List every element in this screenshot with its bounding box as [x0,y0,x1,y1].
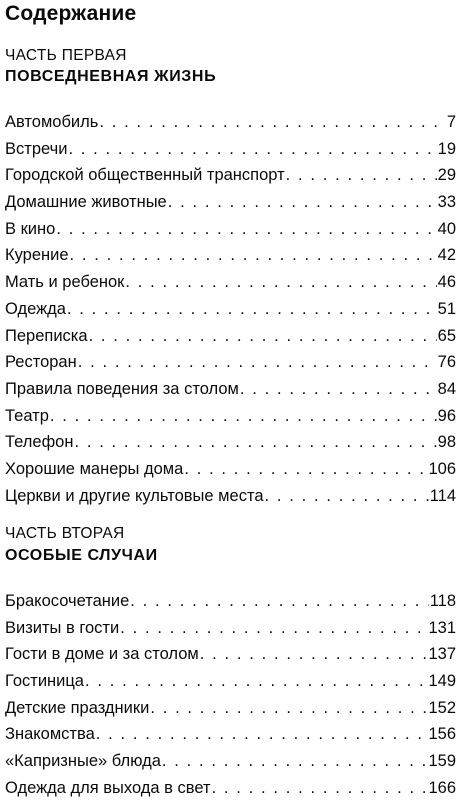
page-title: Содержание [5,2,137,25]
toc-entry [5,433,456,460]
toc-entry-page-number: 152 [428,698,456,717]
dot-leader [265,487,429,506]
toc-entry-page-number: 114 [429,486,456,505]
toc-entry-label: Ресторан [5,353,77,372]
toc-entry-label: Одежда для выхода в свет [5,778,211,797]
toc-entry [5,487,456,514]
toc-entry-label: Автомобиль [5,113,99,131]
toc-entry [5,220,456,247]
dot-leader [184,460,427,479]
toc-entry [5,193,456,220]
toc-entry-page-number: 156 [428,725,456,744]
toc-entry [5,327,456,354]
toc-entry-label: Переписка [5,326,88,345]
dot-leader [67,300,437,319]
toc-entry-page-number: 19 [437,139,456,158]
toc-entry-page-number: 149 [428,672,456,691]
toc-entry-page-number: 46 [437,273,456,292]
dot-leader [50,407,437,426]
dot-leader [74,433,436,452]
dot-leader [99,113,445,132]
toc-entry-page-number: 29 [437,166,456,185]
toc-entry [5,273,456,300]
toc-entry-label: Курение [5,246,69,265]
toc-entry-label: Городской общественный транспорт [5,166,285,185]
dot-leader [70,246,437,265]
toc-entry [5,246,456,273]
dot-leader [89,327,437,346]
toc-entry-page-number: 159 [428,752,456,771]
toc-entry-label: Встречи [5,139,68,158]
toc-entry-page-number: 84 [437,379,456,398]
toc-entry-page-number: 65 [437,326,456,345]
dot-leader [130,592,428,611]
toc-entry-label: Знакомства [5,725,95,744]
toc-entry-label: Хорошие манеры дома [5,459,184,478]
toc-entry [5,752,456,779]
dot-leader [162,752,428,771]
toc-entry-page-number: 166 [428,778,456,797]
part-two-label: ЧАСТЬ ВТОРАЯ [5,525,125,542]
toc-entry-page-number: 42 [437,246,456,265]
toc-entry-label: В кино [5,219,56,238]
toc-entry-page-number: 76 [437,353,456,372]
toc-entry [5,113,456,140]
toc-entry [5,699,456,726]
toc-entry-page-number: 40 [437,219,456,238]
dot-leader [125,273,436,292]
dot-leader [200,645,428,664]
dot-leader [212,779,428,798]
toc-entry-page-number: 131 [428,618,456,637]
toc-entry-label: Правила поведения за столом [5,379,239,398]
part-two-entries [5,592,456,806]
part-two-title: ОСОБЫЕ СЛУЧАИ [5,547,158,564]
toc-entry-label: Гости в доме и за столом [5,645,199,664]
toc-entry-label: Одежда [5,299,66,318]
toc-entry-label: Бракосочетание [5,592,130,610]
toc-entry [5,300,456,327]
dot-leader [120,619,427,638]
toc-entry [5,592,456,619]
toc-entry-page-number: 51 [437,299,456,318]
part-one-label: ЧАСТЬ ПЕРВАЯ [5,47,127,64]
toc-entry-label: Визиты в гости [5,618,120,637]
toc-entry [5,140,456,167]
toc-entry-page-number: 137 [428,645,456,664]
toc-entry [5,645,456,672]
toc-entry-label: Телефон [5,433,74,452]
toc-entry-label: Церкви и другие культовые места [5,486,264,505]
toc-entry-page-number: 33 [437,193,456,212]
dot-leader [286,166,437,185]
part-one-entries [5,113,456,513]
toc-entry [5,380,456,407]
toc-entry [5,166,456,193]
toc-entry-page-number: 96 [437,406,456,425]
dot-leader [85,672,427,691]
toc-entry [5,407,456,434]
dot-leader [68,140,436,159]
toc-entry-page-number: 98 [437,433,456,452]
toc-entry-label: Театр [5,406,49,425]
toc-entry-label: Домашние животные [5,193,167,212]
toc-entry-label: Детские праздники [5,698,150,717]
dot-leader [168,193,437,212]
toc-entry-label: Гостиница [5,672,84,691]
dot-leader [78,353,437,372]
toc-entry [5,619,456,646]
dot-leader [56,220,436,239]
toc-entry [5,672,456,699]
toc-entry-label: «Капризные» блюда [5,752,161,771]
toc-entry-label: Мать и ребенок [5,273,125,292]
toc-entry [5,460,456,487]
toc-entry [5,725,456,752]
toc-entry [5,353,456,380]
toc-entry-page-number: 106 [428,459,456,478]
dot-leader [240,380,437,399]
toc-entry-page-number: 118 [429,592,456,610]
part-one-title: ПОВСЕДНЕВНАЯ ЖИЗНЬ [5,68,217,85]
dot-leader [96,725,428,744]
dot-leader [150,699,427,718]
toc-entry-page-number: 7 [446,113,456,131]
toc-entry [5,779,456,806]
